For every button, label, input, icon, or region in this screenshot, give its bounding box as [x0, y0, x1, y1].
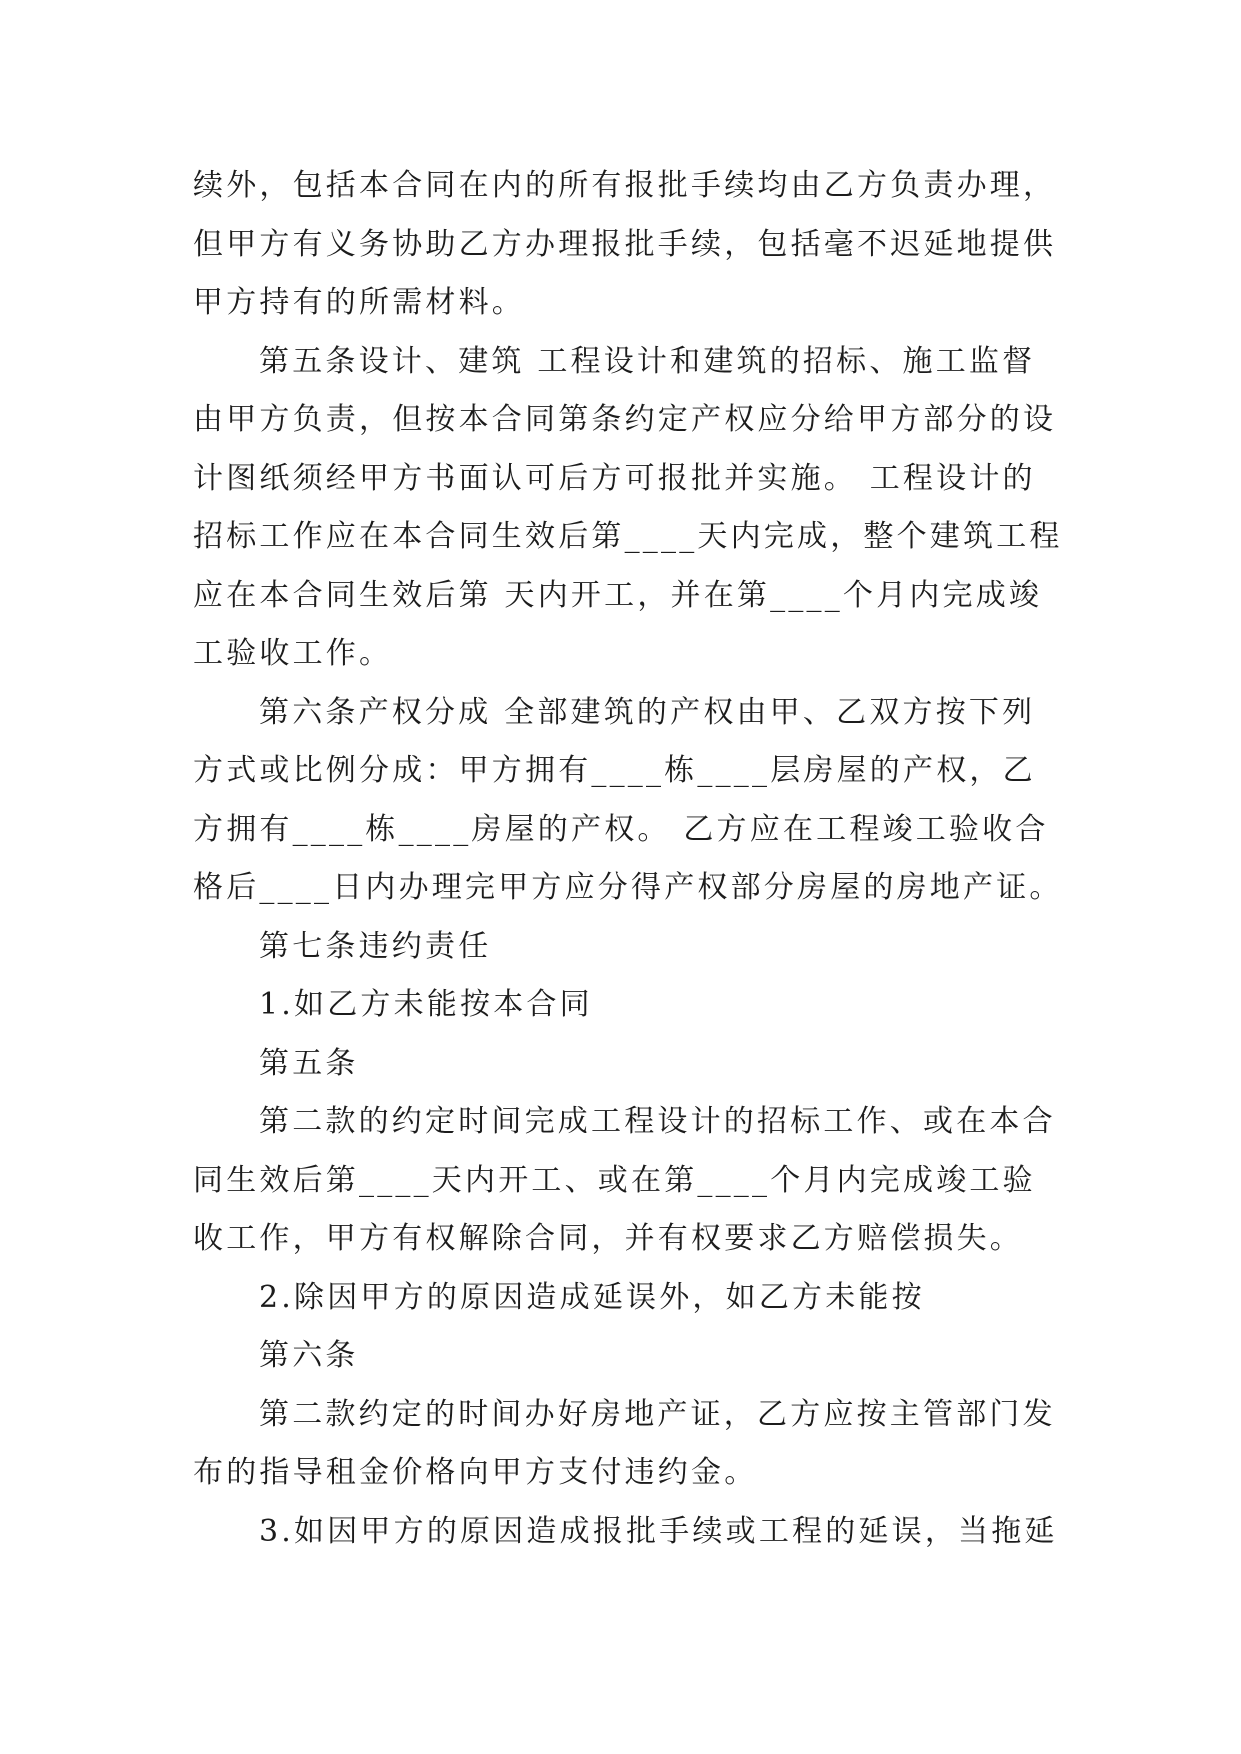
heading-article-7: 第七条违约责任 — [259, 928, 492, 964]
paragraph-ref-article-5: 第五条 — [259, 1045, 359, 1081]
paragraph-clause-3: 3.如因甲方的原因造成报批手续或工程的延误，当拖延 — [259, 1513, 1058, 1549]
paragraph-clause-1: 1.如乙方未能按本合同 — [259, 987, 593, 1022]
paragraph-ref-article-6: 第六条 — [259, 1338, 359, 1373]
paragraph-clause-1-detail: 第二款的约定时间完成工程设计的招标工作、或在本合同生效后第____天内开工、或在第____个月内完成竣工验收工作，甲方有权解除合同，并有权要求乙方赔偿损失。 — [193, 1104, 1056, 1256]
paragraph-clause-2-detail: 第二款约定的时间办好房地产证，乙方应按主管部门发布的指导租金价格向甲方支付违约金。 — [193, 1396, 1056, 1490]
paragraph-article-5: 第五条设计、建筑 工程设计和建筑的招标、施工监督由甲方负责，但按本合同第条约定产权应分给甲方部分的设计图纸须经甲方书面认可后方可报批并实施。 工程设计的招标工作应在本合同生效后第____天内完成，整个建筑工程应在本合同生效后第 天内开工，并在第____个月内完成竣工验收工作。 — [193, 343, 1063, 671]
paragraph-article-6: 第六条产权分成 全部建筑的产权由甲、乙双方按下列方式或比例分成：甲方拥有____栋____层房屋的产权，乙方拥有____栋____房屋的产权。 乙方应在工程竣工验收合格后____日内办理完甲方应分得产权部分房屋的房地产证。 — [193, 694, 1063, 905]
paragraph-clause-2: 2.除因甲方的原因造成延误外，如乙方未能按 — [259, 1279, 925, 1315]
document-body — [193, 157, 1063, 1561]
paragraph-continuation: 续外，包括本合同在内的所有报批手续均由乙方负责办理，但甲方有义务协助乙方办理报批手续，包括毫不迟延地提供甲方持有的所需材料。 — [193, 168, 1057, 320]
